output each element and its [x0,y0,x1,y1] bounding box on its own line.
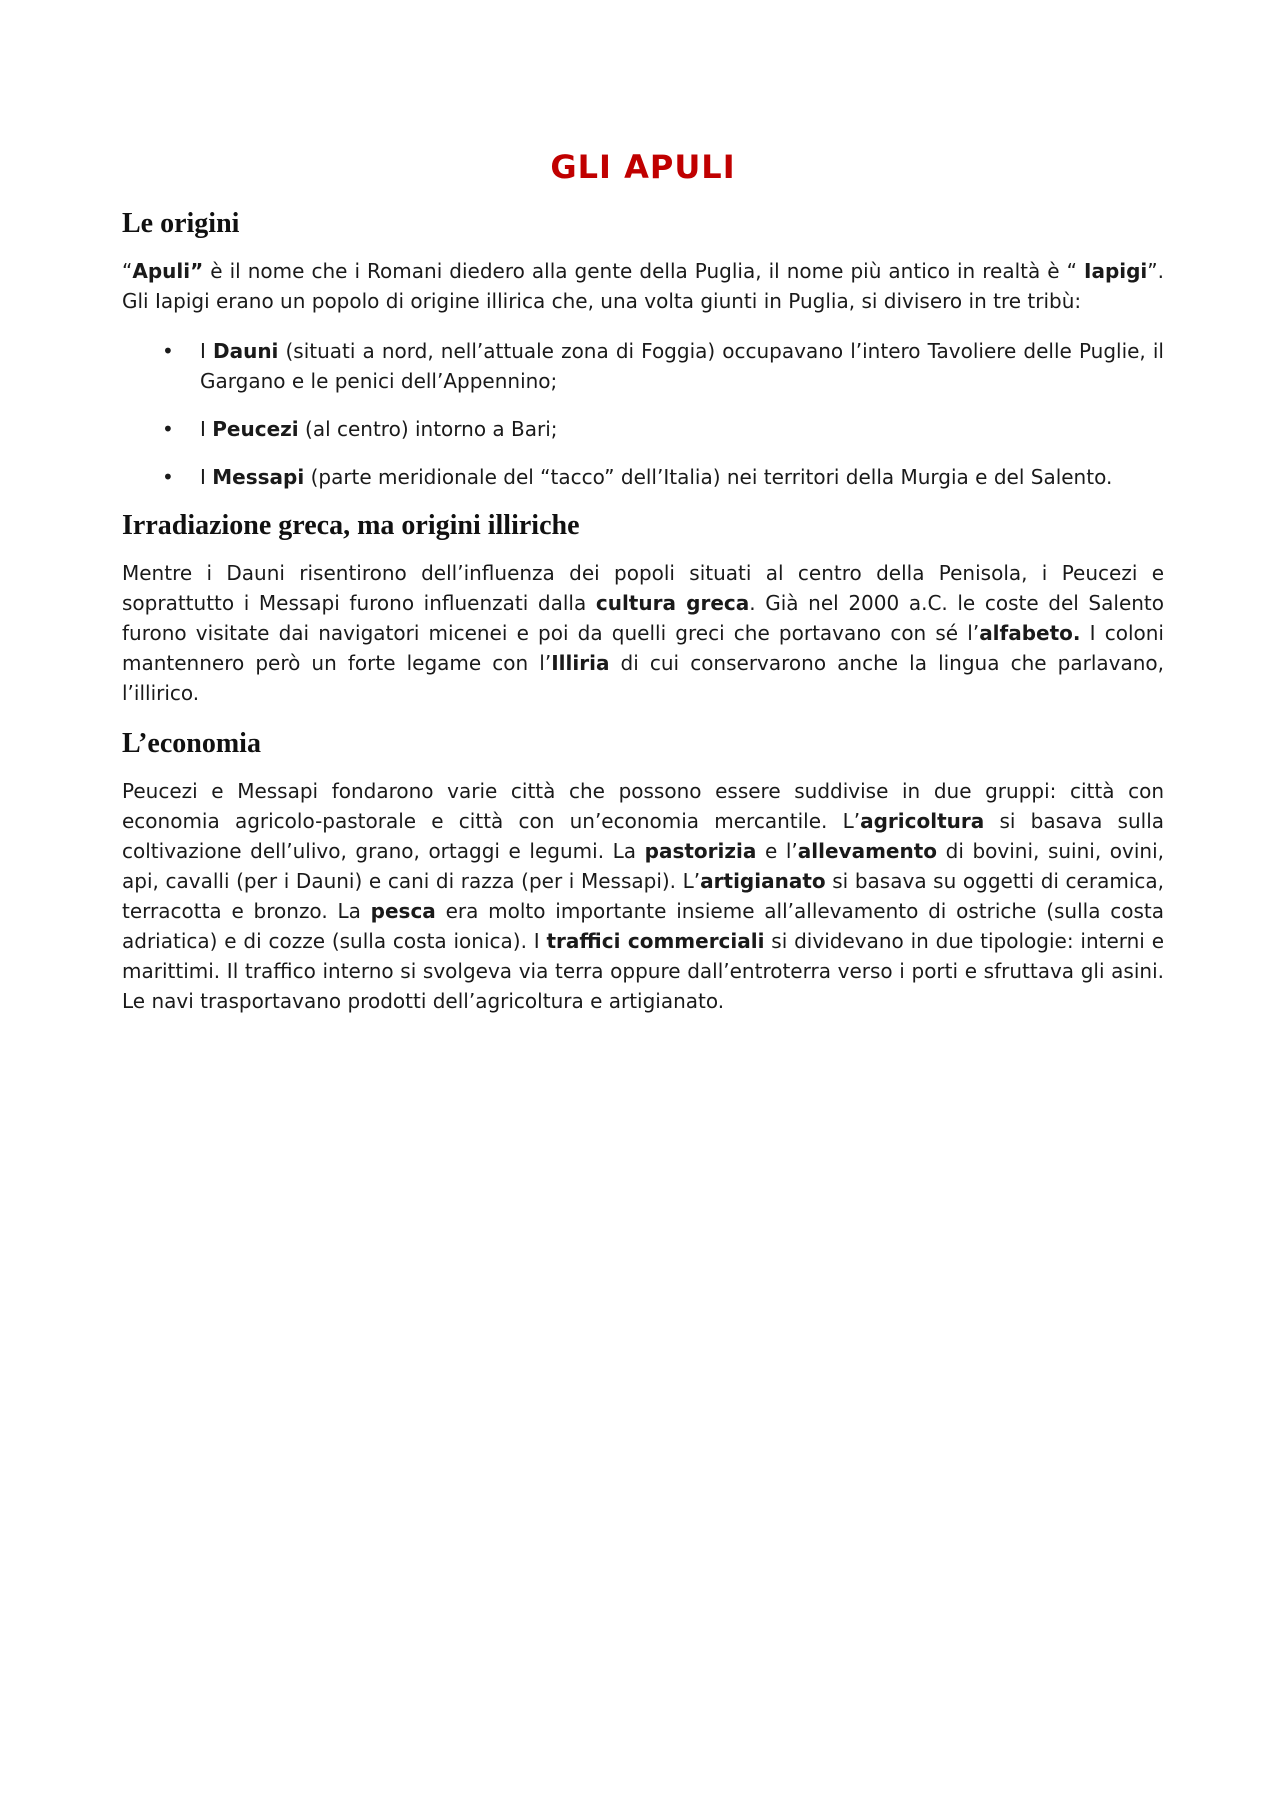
section-irradiazione [122,510,1164,708]
document-title: GLI APULI [550,148,736,186]
section-origini [122,208,1164,492]
heading-irradiazione: Irradiazione greca, ma origini illiriche [122,510,580,541]
term-apuli: Apuli” [132,259,204,283]
list-item: • I Peucezi (al centro) intorno a Bari; [122,414,1164,444]
list-item: • I Messapi (parte meridionale del “tacco” dell’Italia) nei territori della Murgia e del Salento. [122,462,1164,492]
section-economia [122,728,1164,1016]
heading-origini: Le origini [122,208,240,239]
bullet-icon: • [162,465,174,489]
list-item: • I Dauni (situati a nord, nell’attuale zona di Foggia) occupavano l’intero Tavoliere delle Puglie, il Gargano e le penici dell’Appennino; [122,336,1164,396]
paragraph-irradiazione: Mentre i Dauni risentirono dell’influenza dei popoli situati al centro della Penisola, i Peucezi e soprattutto i Messapi furono influenzati dalla cultura greca. Già nel 2000 a.C. le coste del Salento furono visitate dai navigatori micenei e poi da quelli greci che portavano con sé l’alfabeto. I coloni mantennero però un forte legame con l’Illiria di cui conservarono anche la lingua che parlavano, l’illirico. [122,561,1164,705]
tribes-list [122,336,1164,492]
bullet-icon: • [162,417,174,441]
paragraph-economia: Peucezi e Messapi fondarono varie città che possono essere suddivise in due gruppi: città con economia agricolo-pastorale e città con un’economia mercantile. L’agricoltura si basava sulla coltivazione dell’ulivo, grano, ortaggi e legumi. La pastorizia e l’allevamento di bovini, suini, ovini, api, cavalli (per i Dauni) e cani di razza (per i Messapi). L’artigianato si basava su oggetti di ceramica, terracotta e bronzo. La pesca era molto importante insieme all’allevamento di ostriche (sulla costa adriatica) e di cozze (sulla costa ionica). I traffici commerciali si dividevano in due tipologie: interni e marittimi. Il traffico interno si svolgeva via terra oppure dall’entroterra verso i porti e sfruttava gli asini. Le navi trasportavano prodotti dell’agricoltura e artigianato. [122,779,1165,1013]
paragraph-origini: “Apuli” è il nome che i Romani diedero alla gente della Puglia, il nome più antico in realtà è “ Iapigi”. Gli Iapigi erano un popolo di origine illirica che, una volta giunti in Puglia, si divisero in tre tribù: [122,259,1164,313]
heading-economia: L’economia [122,728,261,759]
term-iapigi: Iapigi [1084,259,1148,283]
bullet-icon: • [162,339,174,363]
